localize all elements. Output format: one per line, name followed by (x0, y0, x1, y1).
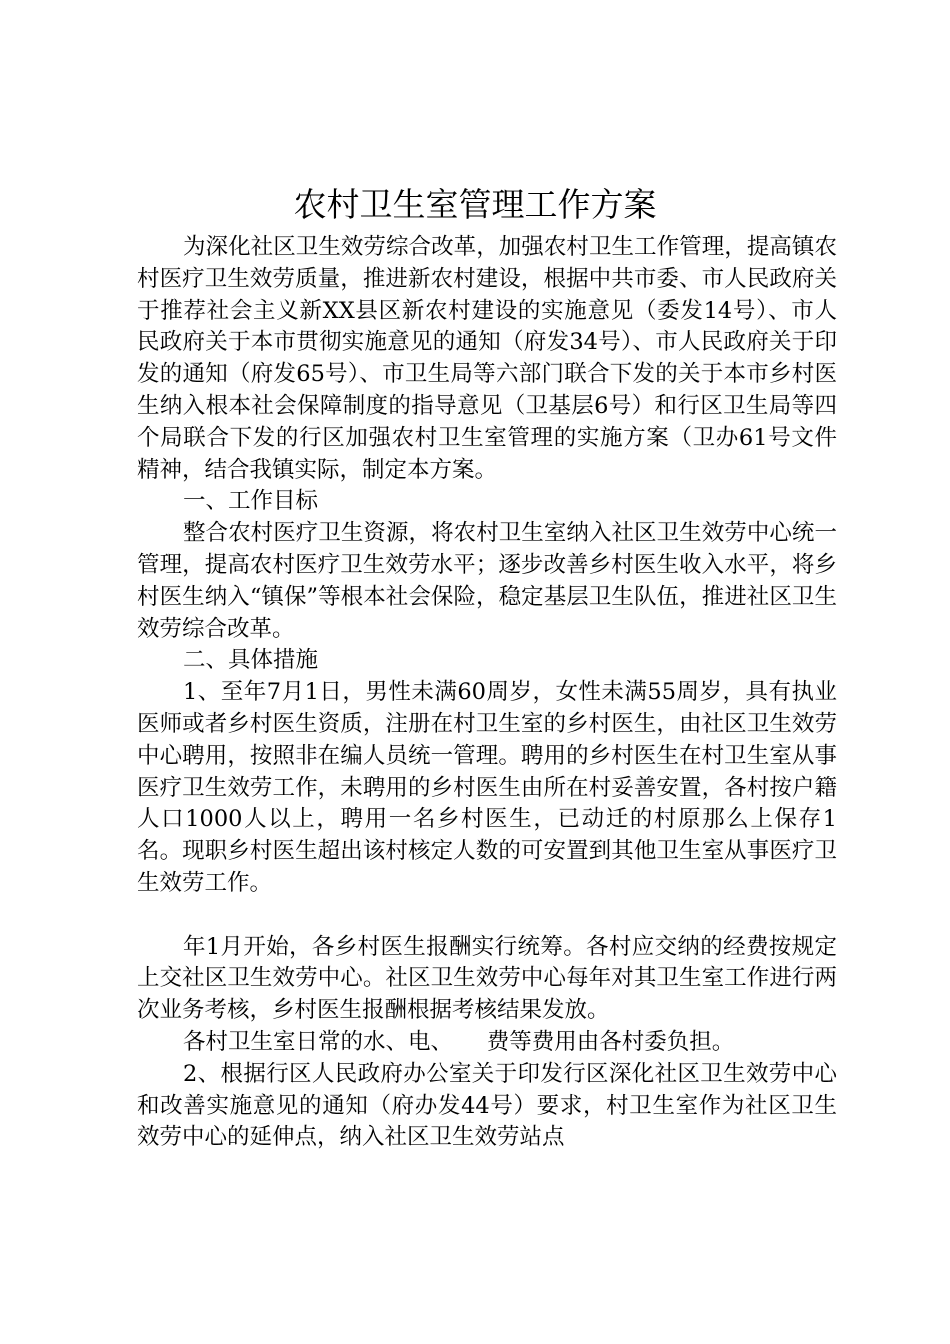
intro-paragraph: 为深化社区卫生效劳综合改革，加强农村卫生工作管理，提高镇农村医疗卫生效劳质量，推进新农村建设，根据中共市委、市人民政府关于推荐社会主义新XX县区新农村建设的实施意见（委发14号）、市人民政府关于本市贯彻实施意见的通知（府发34号）、市人民政府关于印发的通知（府发65号）、市卫生局等六部门联合下发的关于本市乡村医生纳入根本社会保障制度的指导意见（卫基层6号）和行区卫生局等四个局联合下发的行区加强农村卫生室管理的实施方案（卫办61号文件精神，结合我镇实际，制定本方案。 (137, 234, 837, 483)
document-title: 农村卫生室管理工作方案 (293, 185, 657, 224)
paragraph-spacer (137, 900, 837, 932)
utilities-paragraph: 各村卫生室日常的水、电、 费等费用由各村委负担。 (183, 1028, 735, 1055)
section-heading-goals: 一、工作目标 (183, 488, 319, 515)
document-body (137, 232, 837, 1154)
measure-1-paragraph: 1、至年7月1日，男性未满60周岁，女性未满55周岁，具有执业医师或者乡村医生资质，注册在村卫生室的乡村医生，由社区卫生效劳中心聘用，按照非在编人员统一管理。聘用的乡村医生在村卫生室从事医疗卫生效劳工作，未聘用的乡村医生由所在村妥善安置，各村按户籍人口1000人以上，聘用一名乡村医生，已动迁的村原那么上保存1名。现职乡村医生超出该村核定人数的可安置到其他卫生室从事医疗卫生效劳工作。 (137, 679, 837, 896)
section-heading-measures: 二、具体措施 (183, 647, 319, 674)
remuneration-paragraph: 年1月开始，各乡村医生报酬实行统筹。各村应交纳的经费按规定上交社区卫生效劳中心。社区卫生效劳中心每年对其卫生室工作进行两次业务考核，乡村医生报酬根据考核结果发放。 (137, 933, 837, 1024)
measure-2-paragraph: 2、根据行区人民政府办公室关于印发行区深化社区卫生效劳中心和改善实施意见的通知（府办发44号）要求，村卫生室作为社区卫生效劳中心的延伸点，纳入社区卫生效劳站点 (137, 1060, 837, 1151)
goals-paragraph: 整合农村医疗卫生资源，将农村卫生室纳入社区卫生效劳中心统一管理，提高农村医疗卫生效劳水平；逐步改善乡村医生收入水平，将乡村医生纳入“镇保”等根本社会保险，稳定基层卫生队伍，推进社区卫生效劳综合改革。 (137, 520, 837, 642)
